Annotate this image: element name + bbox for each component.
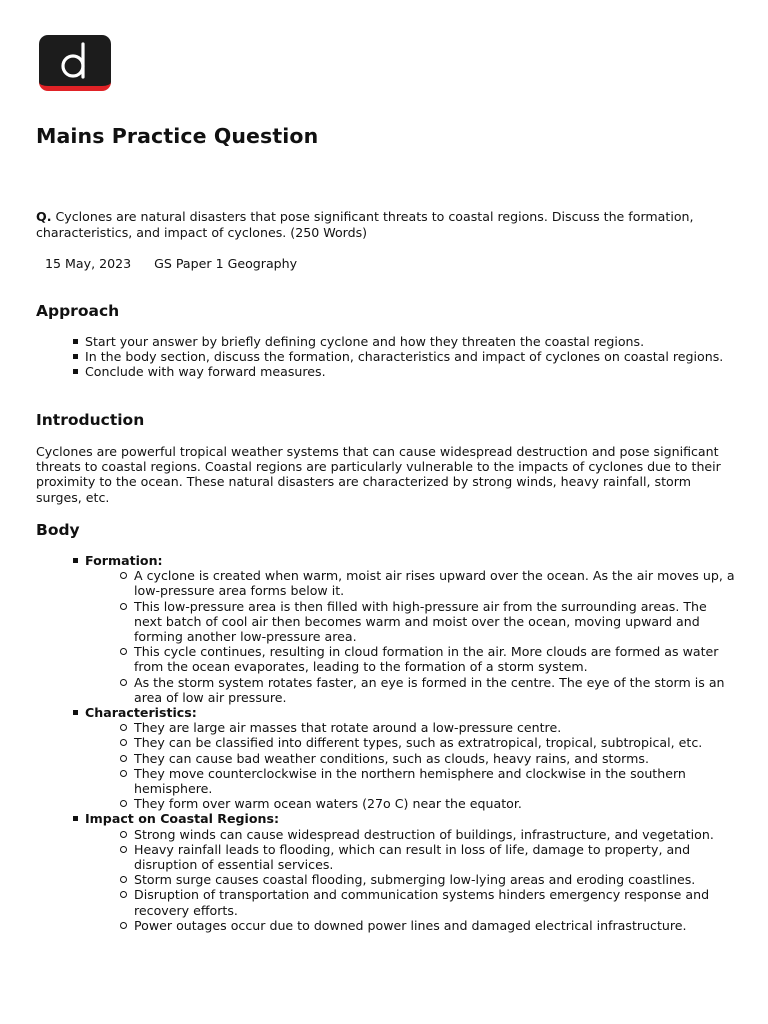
characteristics-list	[85, 720, 736, 811]
drishti-logo	[39, 35, 111, 91]
list-item: A cyclone is created when warm, moist air rises upward over the ocean. As the air moves up, a low-pressure area forms below it.	[85, 568, 736, 598]
approach-list	[36, 334, 736, 380]
list-item: Start your answer by briefly defining cyclone and how they threaten the coastal regions.	[36, 334, 736, 349]
section-label: Characteristics:	[85, 705, 197, 721]
body-heading: Body	[36, 521, 80, 539]
question-date: 15 May, 2023	[45, 256, 132, 271]
question-prefix: Q.	[36, 209, 52, 224]
question-paper: GS Paper 1 Geography	[154, 256, 298, 271]
body-section-impact	[36, 811, 736, 933]
introduction-text: Cyclones are powerful tropical weather systems that can cause widespread destruction and pose significant threats to coastal regions. Coastal regions are particularly vulnerable to the impacts of cyclones due to their proximity to the ocean. These natural disasters are characterized by strong winds, heavy rainfall, storm surges, etc.	[36, 444, 721, 505]
section-label: Formation:	[85, 553, 163, 568]
body-section-characteristics	[36, 705, 736, 811]
list-item: They move counterclockwise in the northern hemisphere and clockwise in the southern hemisphere.	[85, 766, 736, 796]
question-body: Cyclones are natural disasters that pose significant threats to coastal regions. Discuss the formation, characteristics, and impact of cyclones. (250 Words)	[36, 209, 694, 240]
list-item: Disruption of transportation and communication systems hinders emergency response and recovery efforts.	[85, 887, 736, 917]
introduction-heading: Introduction	[36, 411, 145, 429]
formation-list	[85, 568, 736, 705]
list-item: Power outages occur due to downed power lines and damaged electrical infrastructure.	[85, 918, 736, 933]
list-item: Conclude with way forward measures.	[36, 364, 736, 379]
list-item: They are large air masses that rotate around a low-pressure centre.	[85, 720, 736, 735]
list-item: They can be classified into different types, such as extratropical, tropical, subtropical, etc.	[85, 735, 736, 750]
section-label: Impact on Coastal Regions:	[85, 811, 280, 827]
list-item: They can cause bad weather conditions, such as clouds, heavy rains, and storms.	[85, 751, 736, 766]
impact-list	[85, 827, 736, 933]
list-item: As the storm system rotates faster, an eye is formed in the centre. The eye of the storm is an area of low air pressure.	[85, 675, 736, 705]
list-item: This cycle continues, resulting in cloud formation in the air. More clouds are formed as water from the ocean evaporates, leading to the formation of a storm system.	[85, 644, 736, 674]
approach-heading: Approach	[36, 302, 120, 320]
list-item: This low-pressure area is then filled with high-pressure air from the surrounding areas. The next batch of cool air then becomes warm and moist over the ocean, moving upward and forming another low-pressure area.	[85, 599, 736, 645]
list-item: Strong winds can cause widespread destruction of buildings, infrastructure, and vegetation.	[85, 827, 736, 842]
list-item: Heavy rainfall leads to flooding, which can result in loss of life, damage to property, and disruption of essential services.	[85, 842, 736, 872]
page-title: Mains Practice Question	[36, 124, 319, 148]
question-meta	[45, 256, 297, 271]
list-item: In the body section, discuss the formation, characteristics and impact of cyclones on coastal regions.	[36, 349, 736, 364]
list-item: They form over warm ocean waters (27o C) near the equator.	[85, 796, 736, 811]
logo-d-glyph	[39, 35, 111, 86]
list-item: Storm surge causes coastal flooding, submerging low-lying areas and eroding coastlines.	[85, 872, 736, 887]
body-list	[36, 553, 736, 933]
body-section-formation	[36, 553, 736, 705]
question-text	[36, 209, 736, 240]
